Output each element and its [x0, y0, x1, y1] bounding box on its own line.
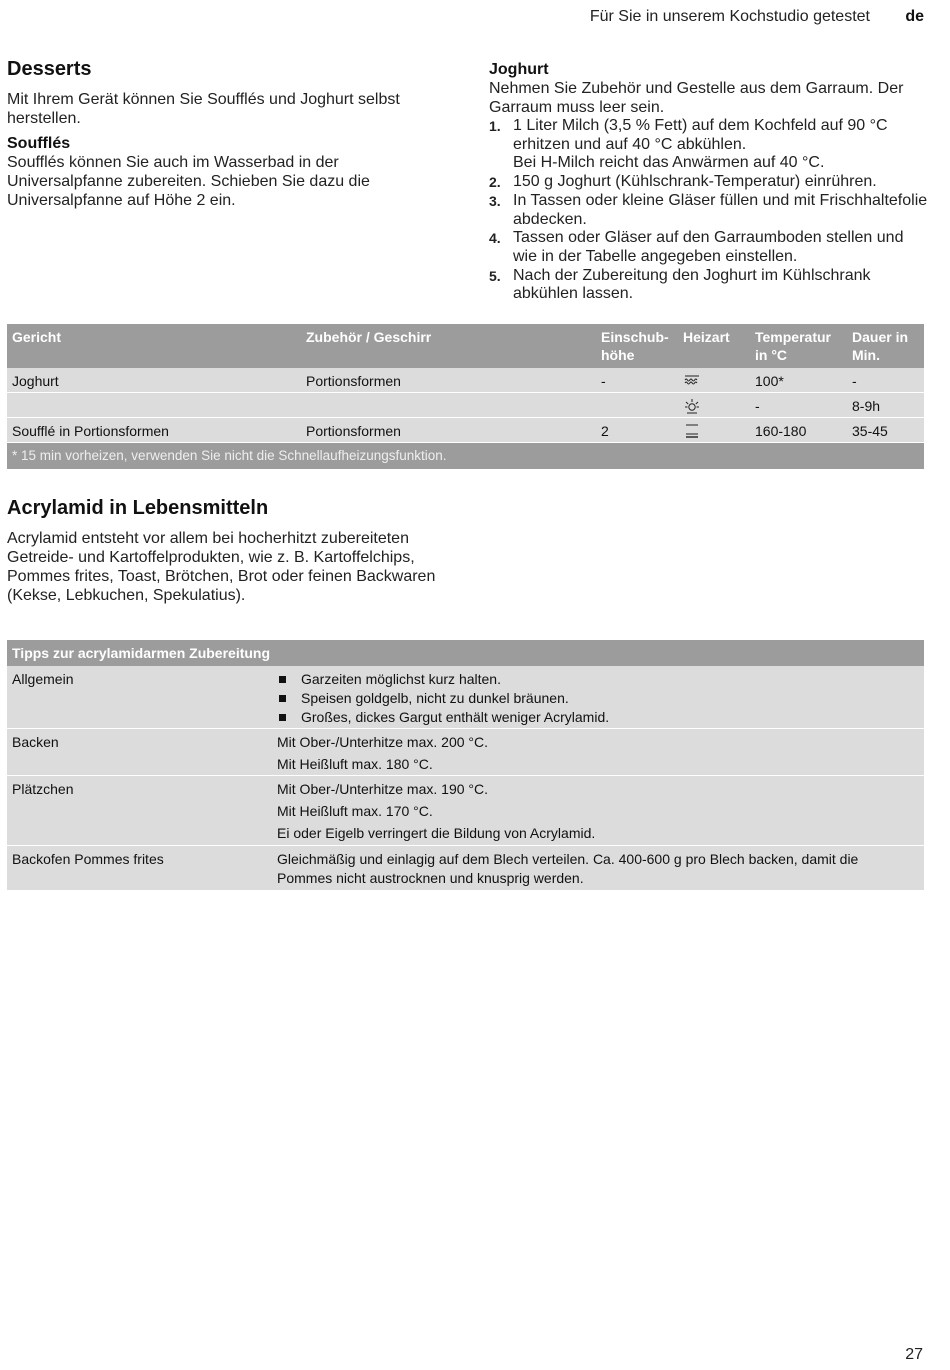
value-line: Mit Heißluft max. 170 °C. — [277, 803, 433, 819]
table-header-row — [7, 640, 924, 666]
step-item — [489, 192, 929, 229]
row-value — [277, 733, 912, 774]
cell-duration: 8-9h — [852, 398, 881, 414]
desserts-intro: Mit Ihrem Gerät können Sie Soufflés und Joghurt selbst herstellen. — [7, 91, 400, 127]
row-value — [277, 780, 912, 843]
row-label: Plätzchen — [12, 781, 74, 797]
cell-duration: - — [852, 373, 857, 389]
cell-dish: Joghurt — [12, 373, 59, 389]
row-label: Allgemein — [12, 671, 74, 687]
value-line: Mit Ober-/Unterhitze max. 190 °C. — [277, 781, 488, 797]
step-text: Nach der Zubereitung den Joghurt im Kühlschrank abkühlen lassen. — [513, 266, 871, 303]
table-row — [7, 846, 924, 891]
step-item — [489, 267, 929, 304]
desserts-section — [7, 58, 447, 210]
table-row — [7, 418, 924, 443]
header-dish: Gericht — [12, 329, 62, 345]
row-label: Backen — [12, 734, 59, 750]
table-row — [7, 393, 924, 418]
header-title: Für Sie in unserem Kochstudio getestet — [589, 8, 870, 25]
step-number: 5. — [489, 267, 501, 284]
bullet-item: Speisen goldgelb, nicht zu dunkel bräunen. — [277, 689, 912, 708]
cell-temp: - — [755, 398, 760, 414]
cell-level: - — [601, 373, 606, 389]
value-line: Mit Ober-/Unterhitze max. 200 °C. — [277, 734, 488, 750]
tips-header: Tipps zur acrylamidarmen Zubereitung — [12, 645, 271, 661]
joghurt-heading: Joghurt — [489, 61, 549, 78]
header-duration: Dauer in Min. — [852, 329, 909, 363]
bottom-heat-icon — [684, 423, 700, 439]
joghurt-section — [489, 60, 929, 304]
row-value — [277, 670, 912, 727]
dessert-settings-table — [7, 324, 924, 469]
header-level: Einschub- höhe — [601, 329, 669, 363]
footnote-text: * 15 min vorheizen, verwenden Sie nicht die Schnellaufheizungsfunktion. — [12, 448, 447, 463]
step-item — [489, 117, 929, 173]
light-icon — [684, 398, 700, 414]
cell-temp: 100* — [755, 373, 784, 389]
table-header-row — [7, 324, 924, 368]
step-number: 3. — [489, 192, 501, 209]
cell-dish: Soufflé in Portionsformen — [12, 423, 169, 439]
value-line: Ei oder Eigelb verringert die Bildung von Acrylamid. — [277, 825, 596, 841]
acrylamid-text: Acrylamid entsteht vor allem bei hocherhitzt zubereiteten Getreide- und Kartoffelprodukten, wie z. B. Kartoffelchips, Pommes frites, Toast, Brötchen, Brot oder feinen Backwaren (Kekse, Lebkuchen, Spekulatius). — [7, 530, 436, 604]
step-text: Tassen oder Gläser auf den Garraumboden stellen und wie in der Tabelle angegeben einstellen. — [513, 229, 904, 265]
row-label: Backofen Pommes frites — [12, 851, 164, 867]
row-value — [277, 850, 912, 888]
step-number: 4. — [489, 230, 501, 247]
cell-level: 2 — [601, 423, 609, 439]
step-text: 1 Liter Milch (3,5 % Fett) auf dem Kochfeld auf 90 °C erhitzen und auf 40 °C abkühlen. — [513, 117, 888, 153]
page-header — [0, 8, 950, 28]
table-row — [7, 666, 924, 729]
step-text: In Tassen oder kleine Gläser füllen und mit Frischhaltefolie abdecken. — [513, 191, 928, 228]
header-accessory: Zubehör / Geschirr — [306, 329, 432, 345]
value-line: Mit Heißluft max. 180 °C. — [277, 756, 433, 772]
language-code: de — [905, 8, 924, 25]
souffle-text: Soufflés können Sie auch im Wasserbad in der Universalpfanne zubereiten. Schieben Sie dazu die Universalpfanne auf Höhe 2 ein. — [7, 154, 370, 209]
cell-duration: 35-45 — [852, 423, 888, 439]
bullet-item: Garzeiten möglichst kurz halten. — [277, 670, 912, 689]
joghurt-intro: Nehmen Sie Zubehör und Gestelle aus dem Garraum. Der Garraum muss leer sein. — [489, 80, 904, 116]
step-item — [489, 229, 929, 266]
cell-temp: 160-180 — [755, 423, 807, 439]
header-temp: Temperatur in °C — [755, 329, 831, 363]
bullet-item: Großes, dickes Gargut enthält weniger Acrylamid. — [277, 708, 912, 727]
cell-accessory: Portionsformen — [306, 373, 401, 389]
joghurt-steps — [489, 117, 929, 304]
table-row — [7, 729, 924, 776]
souffle-heading: Soufflés — [7, 135, 71, 152]
radiant-heat-icon — [684, 373, 700, 389]
page-number: 27 — [905, 1346, 923, 1363]
step-item — [489, 173, 929, 192]
step-number: 1. — [489, 118, 501, 134]
acrylamid-tips-table — [7, 640, 924, 891]
header-heat: Heizart — [683, 329, 730, 345]
step-text: 150 g Joghurt (Kühlschrank-Temperatur) einrühren. — [513, 173, 877, 191]
step-note: Bei H-Milch reicht das Anwärmen auf 40 °C. — [513, 154, 825, 172]
table-row — [7, 776, 924, 846]
table-row — [7, 368, 924, 393]
acrylamid-heading: Acrylamid in Lebensmitteln — [7, 497, 269, 519]
cell-accessory: Portionsformen — [306, 423, 401, 439]
value-line: Gleichmäßig und einlagig auf dem Blech verteilen. Ca. 400-600 g pro Blech backen, damit die Pommes nicht austrocknen und knusprig werden. — [277, 851, 859, 886]
desserts-heading: Desserts — [7, 58, 92, 80]
acrylamid-section — [7, 497, 447, 605]
step-number: 2. — [489, 174, 501, 191]
table-footnote — [7, 443, 924, 469]
